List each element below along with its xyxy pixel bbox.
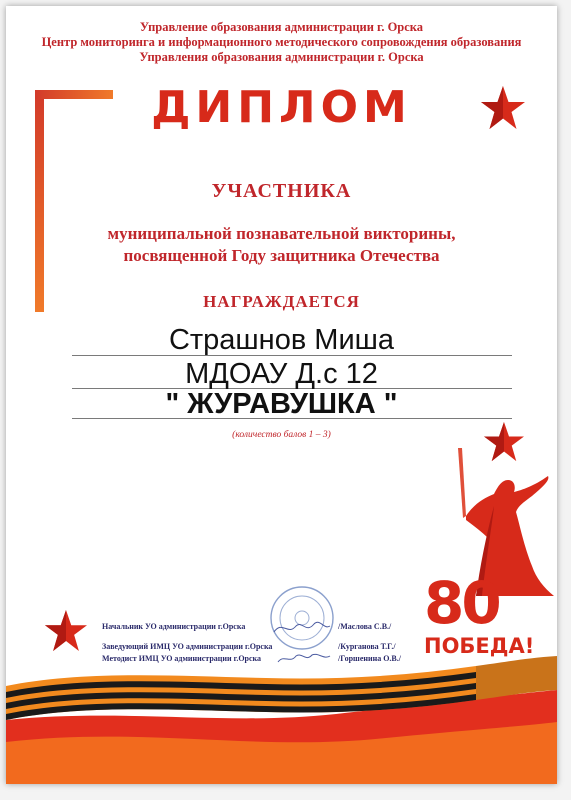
signature-role-1: Начальник УО администрации г.Орска — [102, 622, 246, 631]
red-star-icon — [44, 610, 88, 652]
header-line-3: Управления образования администрации г. Орска — [139, 50, 424, 64]
handwritten-signature-icon — [272, 618, 332, 638]
emblem-number: 80 — [424, 569, 499, 637]
signature-name-3: /Горшенина О.В./ — [338, 654, 401, 663]
header-line-1: Управление образования администрации г. Орска — [139, 20, 424, 34]
event-line-2: посвященной Году защитника Отечества — [123, 246, 440, 265]
score-note: (количество балов 1 – 3) — [232, 430, 331, 440]
header-line-2: Центр мониторинга и информационного методического сопровождения образования — [41, 35, 522, 49]
diploma-sheet — [6, 6, 557, 784]
signature-name-2: /Курганова Т.Г./ — [338, 642, 396, 651]
recipient-organization: МДОАУ Д.с 12 — [185, 358, 378, 390]
signature-role-2: Заведующий ИМЦ УО администрации г.Орска — [102, 642, 273, 651]
signature-name-1: /Маслова С.В./ — [338, 622, 392, 631]
signature-role-3: Методист ИМЦ УО администрации г.Орска — [102, 654, 262, 663]
diploma-subtitle: УЧАСТНИКА — [211, 180, 352, 202]
emblem-word: ПОБЕДА! — [424, 634, 535, 658]
awarded-label: НАГРАЖДАЕТСЯ — [203, 292, 360, 311]
recipient-name: Страшнов Миша — [168, 324, 395, 356]
diploma-title: ДИПЛОМ — [151, 82, 412, 133]
recipient-group: " ЖУРАВУШКА " — [165, 388, 398, 420]
st-george-ribbon-icon — [6, 656, 557, 784]
event-line-1: муниципальной познавательной викторины, — [107, 224, 456, 243]
